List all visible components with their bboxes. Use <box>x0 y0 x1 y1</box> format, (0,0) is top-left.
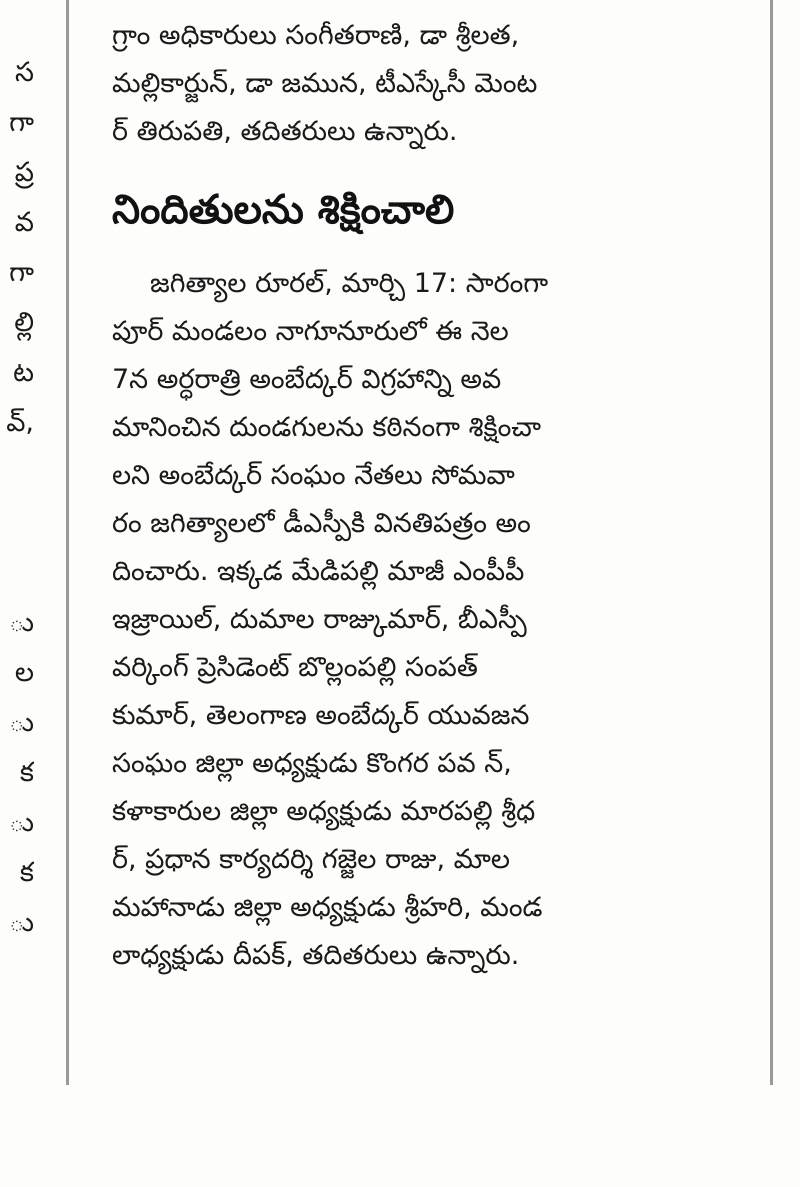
left-fragment: గా <box>9 257 34 288</box>
left-column-fragments <box>0 48 40 948</box>
left-fragment: గా <box>9 107 34 138</box>
previous-article-tail <box>112 12 702 156</box>
text-line: గ్రాం అధికారులు సంగీతరాణి, డా శ్రీలత, <box>112 20 520 51</box>
left-fragment: స <box>15 57 34 88</box>
left-fragment: క <box>19 857 34 888</box>
text-line: మల్లికార్జున్, డా జమున, టీఎస్కేసీ మెంట <box>112 68 538 99</box>
text-line: సంఘం జిల్లా అధ్యక్షుడు కొంగర పవ న్, <box>112 748 512 779</box>
text-line: జగిత్యాల రూరల్, మార్చి 17: సారంగా <box>150 268 549 299</box>
article-body <box>112 260 702 980</box>
article-headline: నిందితులను శిక్షించాలి <box>112 187 455 233</box>
text-line: 7న అర్ధరాత్రి అంబేద్కర్ విగ్రహాన్ని అవ <box>112 364 502 395</box>
text-line: లాధ్యక్షుడు దీపక్, తదితరులు ఉన్నారు. <box>112 940 520 971</box>
text-line: ర్, ప్రధాన కార్యదర్శి గజ్జెల రాజు, మాల <box>112 844 510 875</box>
text-line: పూర్ మండలం నాగూనూరులో ఈ నెల <box>112 316 509 347</box>
left-fragment: వ <box>14 207 34 238</box>
column-divider-left <box>66 0 69 1085</box>
text-line: కళాకారుల జిల్లా అధ్యక్షుడు మారపల్లి శ్రీధ <box>112 796 536 827</box>
text-line: రం జగిత్యాలలో డీఎస్పీకి వినతిపత్రం అం <box>112 508 531 539</box>
left-fragment: ట <box>13 357 34 388</box>
text-line: కుమార్, తెలంగాణ అంబేద్కర్ యువజన <box>112 700 530 731</box>
left-fragment: ు <box>9 807 34 838</box>
left-fragment: ల <box>14 657 34 688</box>
news-article <box>112 0 702 980</box>
text-line: ర్ తిరుపతి, తదితరులు ఉన్నారు. <box>112 116 458 147</box>
left-fragment: వ్, <box>6 407 34 438</box>
text-line: వర్కింగ్ ప్రెసిడెంట్ బొల్లంపల్లి సంపత్ <box>112 652 478 683</box>
text-line: మహానాడు జిల్లా అధ్యక్షుడు శ్రీహరి, మండ <box>112 892 543 923</box>
left-fragment: క <box>19 757 34 788</box>
text-line: దించారు. ఇక్కడ మేడిపల్లి మాజీ ఎంపీపీ <box>112 556 525 587</box>
left-fragment: ు <box>9 707 34 738</box>
left-fragment: ల్లి <box>14 307 34 338</box>
text-line: లని అంబేద్కర్ సంఘం నేతలు సోమవా <box>112 460 515 491</box>
left-fragment: ప్ర <box>14 157 34 188</box>
text-line: మానించిన దుండగులను కఠినంగా శిక్షించా <box>112 412 542 443</box>
left-fragment: ు <box>9 607 34 638</box>
left-fragment: ు <box>9 907 34 938</box>
text-line: ఇజ్రాయిల్, దుమాల రాజ్కుమార్, బీఎస్పీ <box>112 604 527 635</box>
column-divider-right <box>770 0 773 1085</box>
